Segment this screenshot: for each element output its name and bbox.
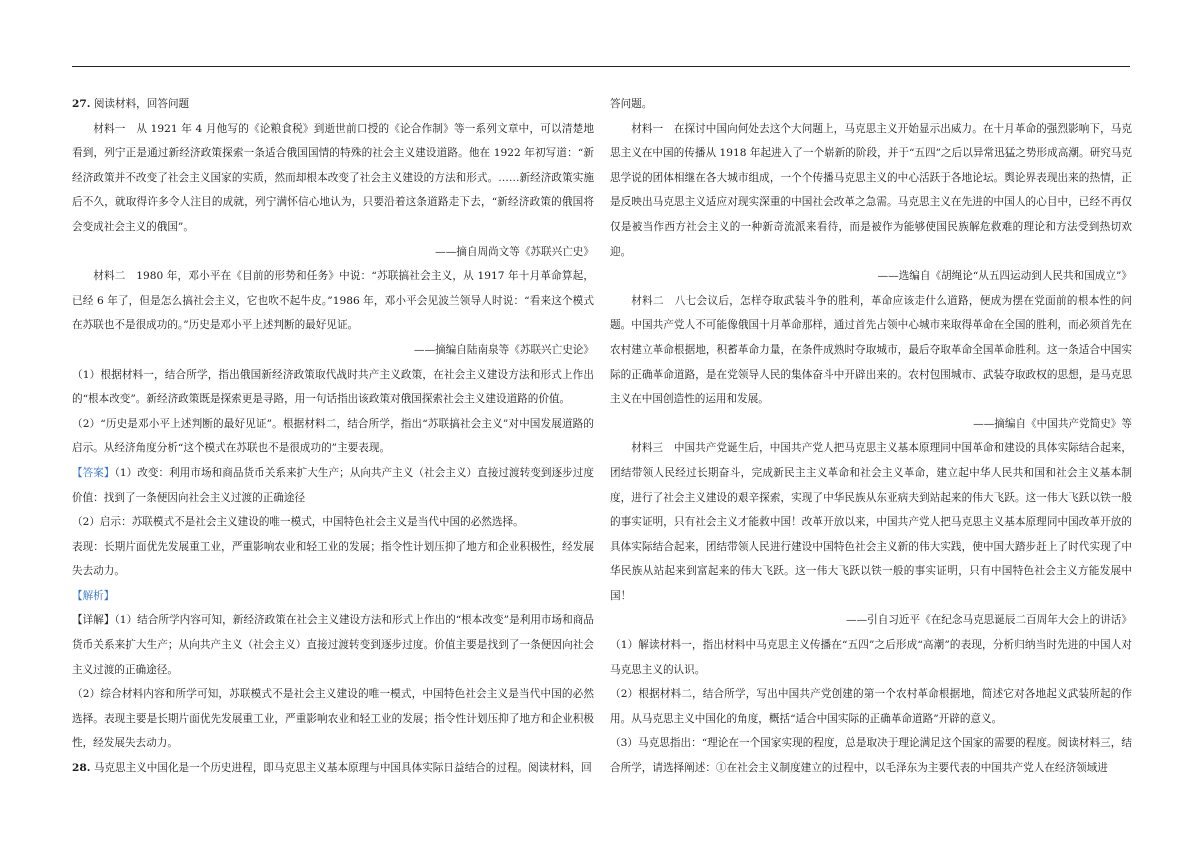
q28-material-3-source: ——引自习近平《在纪念马克思诞辰二百周年大会上的讲话》 — [845, 614, 1132, 627]
q27-detail-1 — [72, 608, 594, 682]
answer-tag: 【答案】 — [72, 466, 115, 479]
answer-text-1: （1）改变：利用市场和商品货币关系来扩大生产；从向共产主义（社会主义）直接过渡转变到逐步过度价值：找到了一条便因向社会主义过渡的正确途径 — [72, 466, 595, 504]
q28-material-2: 材料二 八七会议后，怎样夺取武装斗争的胜利，革命应该走什么道路，便成为摆在党面前的根本性的问题。中国共产党人不可能像俄国十月革命那样，通过首先占领中心城市来取得革命在全国的胜利，而必须首先在农村建立革命根据地，积蓄革命力量，在条件成熟时夺取城市，最后夺取革命全国革命胜利。这一条适合中国实际的正确革命道路，是在党领导人民的集体奋斗中开辟出来的。农村包围城市、武装夺取政权的思想，是马克思主义在中国创造性的运用和发展。 — [610, 294, 1132, 406]
q27-number: 27. — [72, 98, 91, 110]
q27-material-1-source: ——摘自周尚文等《苏联兴亡史》 — [435, 245, 594, 258]
right-column — [610, 92, 1132, 781]
q28-question-3: （3）马克思指出：“理论在一个国家实现的程度，总是取决于理论满足这个国家的需要的程度。阅读材料三，结合所学，请选择阐述：①在社会主义制度建立的过程中，以毛泽东为主要代表的中国共产党人在经济领域进 — [610, 737, 1132, 775]
q28-heading — [72, 756, 594, 781]
q28-intro-a: 马克思主义中国化是一个历史进程，即马克思主义基本原理与中国具体实际日益结合的过程。阅读材料，回 — [93, 762, 592, 775]
q28-material-1-source: ——选编自《胡绳论“从五四运动到人民共和国成立”》 — [877, 270, 1132, 283]
q28-material-1: 材料一 在探讨中国向何处去这个大问题上，马克思主义开始显示出威力。在十月革命的强烈影响下，马克思主义在中国的传播从 1918 年起进入了一个崭新的阶段，并于“五四”之后以异常迅猛之势形成高潮。研究马克思学说的团体相继在各大城市组成，一个个传播马克思主义的中心活跃于各地论坛。舆论界表现出来的热情，正是反映出马克思主义适应对现实深重的中国社会改革之急需。马克思主义在先进的中国人的心目中，已经不再仅仅是被当作西方社会主义的一种新奇流派来看待，而是被作为能够使国民族解危救难的理论和方法受到热切欢迎。 — [610, 122, 1132, 258]
left-column — [72, 92, 594, 781]
q27-heading — [72, 92, 594, 117]
analysis-tag: 【解析】 — [72, 589, 115, 602]
q28-material-2-source: ——摘编自《中国共产党简史》等 — [973, 417, 1132, 430]
q28-material-3: 材料三 中国共产党诞生后，中国共产党人把马克思主义基本原理同中国革命和建设的具体实际结合起来，团结带领人民经过长期奋斗，完成新民主主义革命和社会主义革命，建立起中华人民共和国和社会主义基本制度，进行了社会主义建设的艰辛探索，实现了中华民族从东亚病夫到站起来的伟大飞跃。这一伟大飞跃以铁一般的事实证明，只有社会主义才能救中国！改革开放以来，中国共产党人把马克思主义基本原理同中国改革开放的具体实际结合起来，团结带领人民进行建设中国特色社会主义新的伟大实践，使中国大踏步赶上了时代实现了中华民族从站起来到富起来的伟大飞跃。这一伟大飞跃以铁一般的事实证明，只有中国特色社会主义方能发展中国！ — [610, 442, 1132, 602]
q28-intro-b: 答问题。 — [610, 98, 653, 110]
q28-question-2: （2）根据材料二，结合所学，写出中国共产党创建的第一个农村革命根据地，简述它对各地起义武装所起的作用。从马克思主义中国化的角度，概括“适合中国实际的正确革命道路”开辟的意义。 — [610, 688, 1132, 725]
header-rule — [72, 66, 1130, 67]
q27-answer-3: 表现：长期片面优先发展重工业，严重影响农业和轻工业的发展；指令性计划压抑了地方和企业积极性，经发展失去动力。 — [72, 540, 594, 578]
q27-answer-1 — [72, 461, 594, 510]
detail-tag: 【详解】 — [72, 614, 115, 627]
q28-number: 28. — [72, 762, 91, 775]
q27-question-1: （1）根据材料一，结合所学，指出俄国新经济政策取代战时共产主义政策，在社会主义建设方法和形式上作出的“根本改变”。新经济政策既是探索更是寻路，用一句话指出该政策对俄国探索社会主义建设道路的价值。 — [72, 368, 594, 406]
q27-question-2: （2）“历史是邓小平上述判断的最好见证”。根据材料二，结合所学，指出“苏联搞社会主义”对中国发展道路的启示。从经济角度分析“这个模式在苏联也不是很成功的”主要表现。 — [72, 417, 594, 455]
q27-material-2: 材料二 1980 年，邓小平在《目前的形势和任务》中说：“苏联搞社会主义，从 1917 年十月革命算起，已经 6 年了，但是怎么搞社会主义，它也吹不起牛皮。”1986 年，邓小平会见波兰领导人时说：“看来这个模式在苏联也不是很成功的。”历史是邓小平上述判断的最好见证。 — [72, 270, 594, 332]
detail-text-1: （1）结合所学内容可知，新经济政策在社会主义建设方法和形式上作出的“根本改变”是利用市场和商品货币关系来扩大生产；从向共产主义（社会主义）直接过渡转变到逐步过度。价值主要是找到了一条便因向社会主义过渡的正确途径。 — [72, 614, 594, 676]
q27-intro: 阅读材料，回答问题 — [93, 98, 190, 110]
q27-detail-2: （2）综合材料内容和所学可知，苏联模式不是社会主义建设的唯一模式，中国特色社会主义是当代中国的必然选择。表现主要是长期片面优先发展重工业，严重影响农业和轻工业的发展；指令性计划压抑了地方和企业积极性，经发展失去动力。 — [72, 688, 594, 750]
q27-material-2-source: ——摘编自陆南泉等《苏联兴亡史论》 — [413, 343, 594, 356]
q27-material-1: 材料一 从 1921 年 4 月他写的《论粮食税》到逝世前口授的《论合作制》等一系列文章中，可以清楚地看到，列宁正是通过新经济政策探索一条适合俄国国情的特殊的社会主义建设道路。他在 1922 年初写道：“新经济政策并不改变了社会主义国家的实质，然而却根本改变了社会主义建设的方法和形式。……新经济政策实施后不久，就取得许多令人注目的成就，列宁满怀信心地认为，只要沿着这条道路走下去，“新经济政策的俄国将会变成社会主义的俄国”。 — [72, 122, 594, 233]
q27-answer-2: （2）启示：苏联模式不是社会主义建设的唯一模式，中国特色社会主义是当代中国的必然选择。 — [72, 516, 524, 529]
q28-question-1: （1）解读材料一，指出材料中马克思主义传播在“五四”之后形成“高潮”的表现，分析归纳当时先进的中国人对马克思主义的认识。 — [610, 639, 1132, 676]
